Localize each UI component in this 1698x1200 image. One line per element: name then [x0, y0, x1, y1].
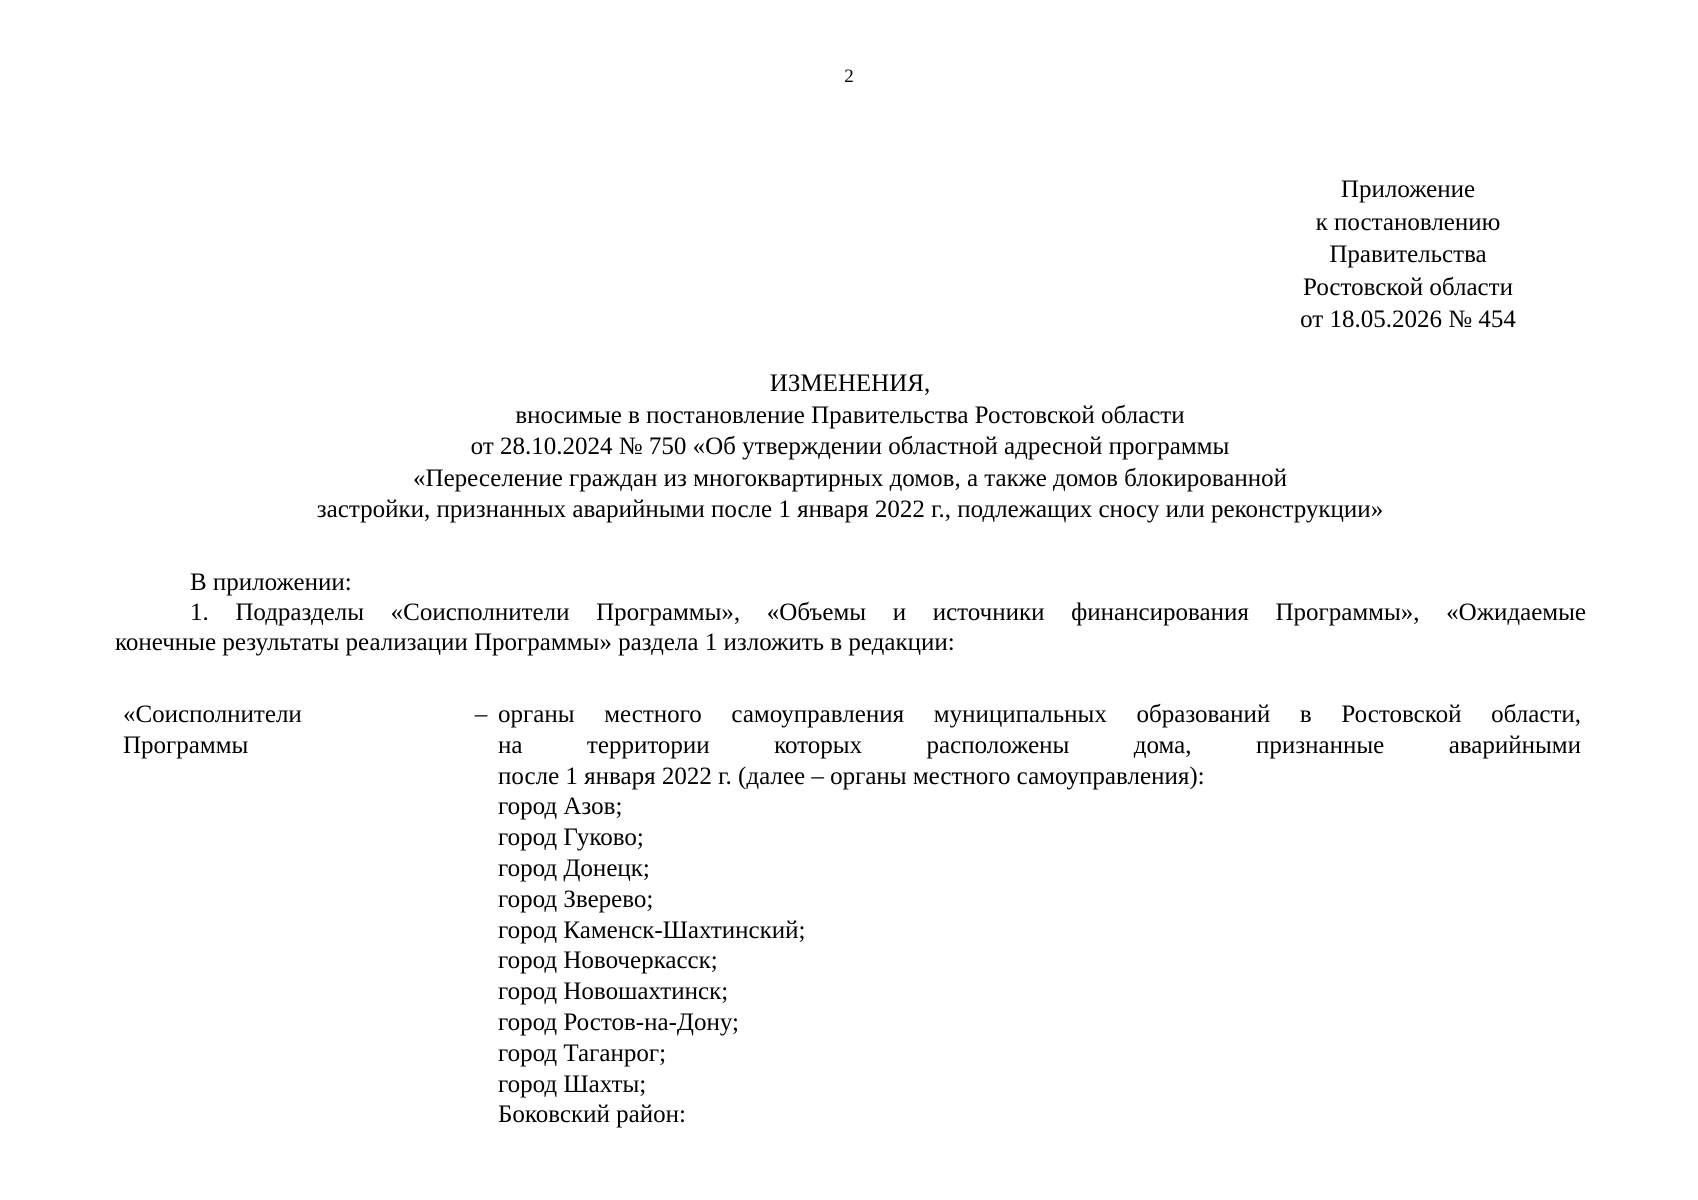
- title-line: вносимые в постановление Правительства Ростовской области: [515, 401, 1185, 429]
- municipality-item: город Азов;: [498, 793, 623, 821]
- approval-block: [1208, 174, 1608, 337]
- title-line: от 28.10.2024 № 750 «Об утверждении областной адресной программы: [470, 433, 1230, 460]
- intro-text: В приложении:: [190, 569, 352, 596]
- title-line: застройки, признанных аварийными после 1 января 2022 г., подлежащих сносу или реконструкции»: [316, 496, 1384, 523]
- municipality-item: город Донецк;: [498, 854, 650, 882]
- paragraph-1-line: конечные результаты реализации Программы» раздела 1 изложить в редакции:: [115, 629, 955, 656]
- coexecutors-label: [123, 700, 463, 762]
- coexecutors-label-line: «Соисполнители: [123, 701, 302, 728]
- paragraph-1-line: 1. Подразделы «Соисполнители Программы», «Объемы и источники финансирования Программы», «Ожидаемые: [190, 599, 1586, 626]
- coexecutors-description: [498, 700, 1581, 1131]
- municipality-item: город Ростов-на-Дону;: [498, 1008, 739, 1036]
- approval-line: к постановлению: [1315, 208, 1501, 236]
- municipality-item: Боковский район:: [498, 1101, 686, 1129]
- description-line: после 1 января 2022 г. (далее – органы местного самоуправления):: [498, 762, 1205, 790]
- approval-line: Правительства: [1329, 241, 1487, 268]
- page-number: 2: [844, 66, 854, 87]
- paragraph-1: [115, 598, 1586, 658]
- title-heading: ИЗМЕНЕНИЯ,: [769, 370, 931, 397]
- document-title: [115, 368, 1585, 526]
- title-line: «Переселение граждан из многоквартирных домов, а также домов блокированной: [413, 464, 1287, 492]
- coexecutors-label-line: Программы: [123, 731, 249, 759]
- municipality-item: город Каменск-Шахтинский;: [498, 916, 806, 944]
- municipality-item: город Новочеркасск;: [498, 947, 718, 975]
- description-line: органы местного самоуправления муниципальных образований в Ростовской области,: [498, 701, 1581, 728]
- municipality-item: город Таганрог;: [498, 1039, 667, 1067]
- approval-line: Приложение: [1340, 176, 1476, 203]
- municipality-item: город Новошахтинск;: [498, 978, 729, 1006]
- municipality-item: город Зверево;: [498, 885, 654, 913]
- description-line: на территории которых расположены дома, признанные аварийными: [498, 731, 1581, 759]
- dash-separator: –: [474, 701, 488, 728]
- approval-line: от 18.05.2026 № 454: [1300, 306, 1516, 333]
- approval-line: Ростовской области: [1303, 273, 1513, 301]
- municipality-item: город Гуково;: [498, 824, 644, 852]
- municipality-item: город Шахты;: [498, 1070, 647, 1098]
